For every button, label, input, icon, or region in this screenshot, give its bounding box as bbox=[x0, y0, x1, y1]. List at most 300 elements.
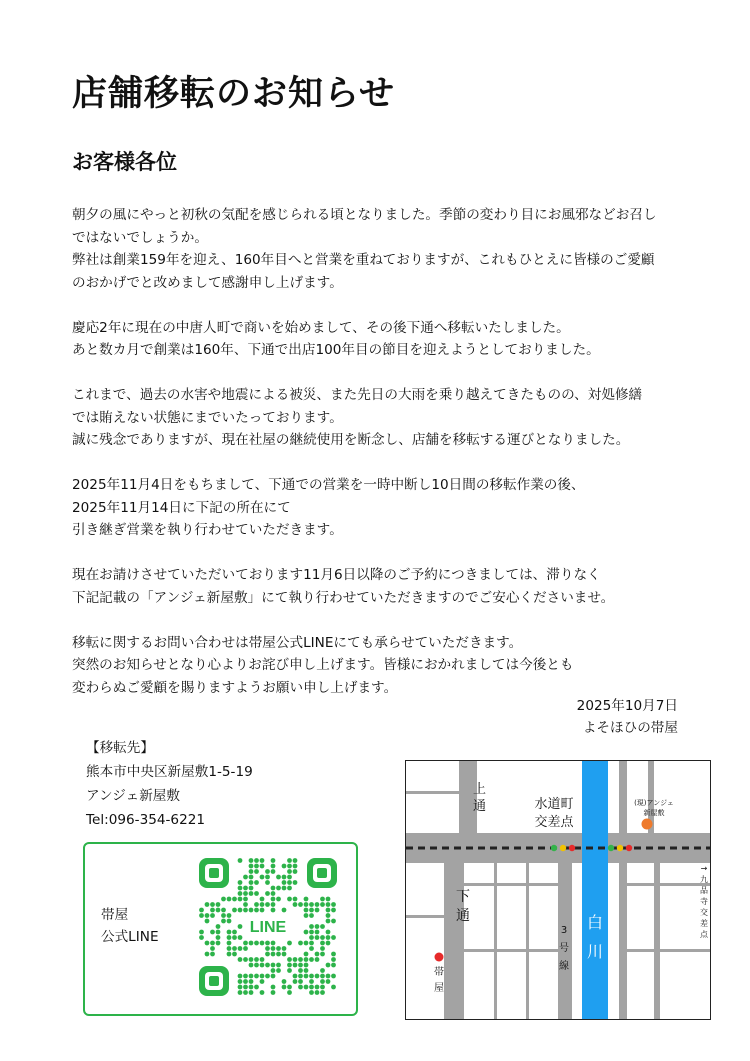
qr-dot bbox=[326, 908, 331, 913]
label-kuhonji bbox=[700, 864, 709, 939]
qr-dot bbox=[326, 935, 331, 940]
traffic-light-2 bbox=[608, 845, 632, 851]
qr-dot bbox=[282, 985, 287, 990]
qr-dot bbox=[304, 913, 309, 918]
qr-dot bbox=[271, 990, 276, 995]
qr-dot bbox=[254, 974, 259, 979]
qr-dot bbox=[304, 897, 309, 902]
qr-dot bbox=[249, 858, 254, 863]
paragraph-1 bbox=[72, 204, 692, 294]
qr-dot bbox=[227, 935, 232, 940]
label-angie-1: (現)アンジェ bbox=[634, 799, 674, 807]
qr-dot bbox=[276, 875, 281, 880]
traffic-light-1 bbox=[551, 845, 575, 851]
sender-name: よそほひの帯屋 bbox=[582, 720, 678, 736]
qr-finder-bottom-left bbox=[199, 966, 229, 996]
paragraph-line: 朝夕の風にやっと初秋の気配を感じられる頃となりました。季節の変わり目にお風邪などお召し bbox=[72, 207, 657, 223]
side-road-1 bbox=[619, 761, 627, 1020]
qr-dot bbox=[243, 941, 248, 946]
qr-dot bbox=[238, 886, 243, 891]
kamitori-street bbox=[459, 761, 477, 833]
qr-dot bbox=[243, 897, 248, 902]
qr-dot bbox=[282, 952, 287, 957]
qr-dot bbox=[249, 908, 254, 913]
qr-dot bbox=[216, 941, 221, 946]
qr-dot bbox=[287, 897, 292, 902]
qr-dot bbox=[260, 897, 265, 902]
qr-dot bbox=[271, 908, 276, 913]
qr-dot bbox=[243, 875, 248, 880]
qr-dot bbox=[304, 908, 309, 913]
qr-dot bbox=[287, 968, 292, 973]
qr-dot bbox=[309, 946, 314, 951]
label-kuhonji-char: 寺 bbox=[700, 897, 708, 906]
qr-dot bbox=[293, 957, 298, 962]
qr-dot bbox=[298, 902, 303, 907]
label-kuhonji-char: → bbox=[700, 864, 708, 873]
qr-dot bbox=[249, 963, 254, 968]
qr-dot bbox=[320, 979, 325, 984]
letter-date: 2025年10月7日 bbox=[576, 698, 678, 714]
qr-dot bbox=[320, 897, 325, 902]
paragraph-line: 下記記載の「アンジェ新屋敷」にて執り行わせていただきますのでご安心くださいませ。 bbox=[72, 589, 615, 606]
qr-dot bbox=[254, 902, 259, 907]
qr-dot bbox=[293, 974, 298, 979]
qr-dot bbox=[232, 952, 237, 957]
qr-dot bbox=[205, 952, 210, 957]
qr-dot bbox=[254, 880, 259, 885]
label-shirakawa-1: 白 bbox=[586, 913, 604, 932]
qr-dot bbox=[315, 957, 320, 962]
qr-dot bbox=[304, 957, 309, 962]
line-label-2: 公式LINE bbox=[101, 929, 159, 945]
qr-dot bbox=[298, 974, 303, 979]
qr-dot bbox=[238, 858, 243, 863]
qr-dot bbox=[265, 902, 270, 907]
signature-block bbox=[577, 695, 678, 739]
qr-dot bbox=[227, 930, 232, 935]
qr-dot bbox=[221, 897, 226, 902]
alley-d bbox=[494, 863, 497, 1020]
qr-finder-top-right bbox=[307, 858, 337, 888]
qr-dot bbox=[216, 908, 221, 913]
qr-dot bbox=[287, 957, 292, 962]
qr-dot bbox=[287, 985, 292, 990]
qr-dot bbox=[260, 864, 265, 869]
route3-road bbox=[558, 863, 572, 1020]
qr-dot bbox=[326, 979, 331, 984]
qr-dot bbox=[271, 963, 276, 968]
main-avenue bbox=[406, 833, 711, 863]
qr-dot bbox=[227, 919, 232, 924]
qr-dot bbox=[238, 985, 243, 990]
address-building: アンジェ新屋敷 bbox=[86, 788, 180, 804]
label-obiya-1: 帯 bbox=[434, 967, 444, 978]
qr-dot bbox=[265, 869, 270, 874]
qr-dot bbox=[309, 985, 314, 990]
paragraph-line: 2025年11月4日をもちまして、下通での営業を一時中断し10日間の移転作業の後、 bbox=[72, 477, 585, 493]
alley-a bbox=[406, 915, 444, 918]
qr-dot bbox=[232, 930, 237, 935]
qr-dot bbox=[304, 963, 309, 968]
salutation: お客様各位 bbox=[72, 150, 177, 174]
qr-dot bbox=[243, 990, 248, 995]
label-shimotori-2: 通 bbox=[456, 908, 470, 924]
qr-dot bbox=[326, 919, 331, 924]
qr-dot bbox=[309, 974, 314, 979]
qr-dot bbox=[221, 908, 226, 913]
qr-dot bbox=[216, 930, 221, 935]
qr-dot bbox=[232, 946, 237, 951]
qr-dot bbox=[254, 864, 259, 869]
qr-dot bbox=[304, 902, 309, 907]
line-qr-box bbox=[83, 842, 358, 1016]
qr-dot bbox=[293, 864, 298, 869]
qr-dot bbox=[309, 924, 314, 929]
qr-dot bbox=[315, 935, 320, 940]
qr-dot bbox=[271, 902, 276, 907]
qr-dot bbox=[238, 974, 243, 979]
qr-dot bbox=[320, 990, 325, 995]
qr-dot bbox=[249, 941, 254, 946]
qr-dot bbox=[298, 968, 303, 973]
qr-dot bbox=[309, 935, 314, 940]
qr-dot bbox=[243, 902, 248, 907]
paragraph-2 bbox=[72, 317, 692, 362]
qr-dot bbox=[304, 941, 309, 946]
qr-dot bbox=[287, 941, 292, 946]
label-shirakawa-2: 川 bbox=[586, 942, 604, 961]
qr-dot bbox=[298, 941, 303, 946]
qr-dot bbox=[210, 908, 215, 913]
qr-dot bbox=[271, 897, 276, 902]
qr-dot bbox=[282, 908, 287, 913]
qr-dot bbox=[287, 864, 292, 869]
qr-dot bbox=[315, 902, 320, 907]
alley-e bbox=[526, 863, 529, 1020]
qr-dot bbox=[210, 930, 215, 935]
label-suidocho-1: 水道町 bbox=[534, 797, 574, 812]
qr-dot bbox=[320, 924, 325, 929]
qr-dot bbox=[293, 897, 298, 902]
qr-dot bbox=[249, 864, 254, 869]
qr-dot bbox=[238, 935, 243, 940]
qr-dot bbox=[287, 869, 292, 874]
qr-finder-top-left bbox=[199, 858, 229, 888]
qr-dot bbox=[293, 902, 298, 907]
qr-dot bbox=[243, 957, 248, 962]
qr-dot bbox=[243, 974, 248, 979]
qr-dot bbox=[221, 913, 226, 918]
qr-dot bbox=[199, 935, 204, 940]
qr-dot bbox=[309, 913, 314, 918]
label-kamitori-1: 上 bbox=[473, 782, 487, 797]
qr-dot bbox=[265, 952, 270, 957]
qr-dot bbox=[271, 886, 276, 891]
qr-dot bbox=[205, 902, 210, 907]
side-road-3 bbox=[654, 863, 660, 1020]
qr-dot bbox=[331, 974, 336, 979]
qr-dot bbox=[249, 985, 254, 990]
qr-dot bbox=[293, 869, 298, 874]
qr-dot bbox=[320, 985, 325, 990]
qr-dot bbox=[210, 946, 215, 951]
qr-dot bbox=[276, 963, 281, 968]
line-qr-code[interactable] bbox=[193, 852, 343, 1002]
qr-dot bbox=[326, 897, 331, 902]
qr-dot bbox=[331, 902, 336, 907]
qr-dot bbox=[276, 946, 281, 951]
qr-dot bbox=[282, 880, 287, 885]
qr-dot bbox=[298, 963, 303, 968]
qr-dot bbox=[216, 935, 221, 940]
qr-dot bbox=[254, 985, 259, 990]
qr-dot bbox=[320, 946, 325, 951]
qr-dot bbox=[326, 902, 331, 907]
qr-dot bbox=[249, 979, 254, 984]
qr-dot bbox=[331, 908, 336, 913]
qr-dot bbox=[227, 946, 232, 951]
qr-dot bbox=[276, 952, 281, 957]
qr-dot bbox=[260, 875, 265, 880]
qr-dot bbox=[238, 897, 243, 902]
qr-dot bbox=[320, 902, 325, 907]
qr-dot bbox=[243, 946, 248, 951]
qr-dot bbox=[331, 963, 336, 968]
qr-dot bbox=[254, 963, 259, 968]
alley-g bbox=[627, 949, 711, 952]
new-location-block bbox=[86, 736, 253, 832]
qr-dot bbox=[320, 952, 325, 957]
qr-dot bbox=[298, 979, 303, 984]
qr-dot bbox=[238, 946, 243, 951]
qr-dot bbox=[210, 913, 215, 918]
qr-dot bbox=[287, 858, 292, 863]
label-angie-2: 新屋敷 bbox=[643, 809, 665, 817]
qr-dot bbox=[298, 985, 303, 990]
qr-dot bbox=[326, 963, 331, 968]
qr-dot bbox=[315, 985, 320, 990]
qr-dot bbox=[326, 974, 331, 979]
qr-dot bbox=[320, 968, 325, 973]
qr-dot bbox=[265, 880, 270, 885]
qr-dot bbox=[309, 930, 314, 935]
qr-dot bbox=[227, 897, 232, 902]
qr-dot bbox=[260, 908, 265, 913]
qr-dot bbox=[210, 941, 215, 946]
obiya-shop-marker-icon bbox=[435, 953, 444, 962]
label-obiya-2: 屋 bbox=[434, 983, 444, 994]
paragraph-line: 変わらぬご愛顧を賜りますようお願い申し上げます。 bbox=[72, 679, 398, 696]
address-heading: 【移転先】 bbox=[86, 740, 154, 756]
qr-dot bbox=[254, 858, 259, 863]
qr-dot bbox=[210, 952, 215, 957]
label-route3-2: 号 bbox=[559, 943, 569, 954]
qr-dot bbox=[249, 886, 254, 891]
qr-dot bbox=[260, 974, 265, 979]
paragraph-line: 弊社は創業159年を迎え、160年目へと営業を重ねておりますが、これもひとえに皆様のご愛顧 bbox=[72, 252, 655, 268]
paragraph-3 bbox=[72, 384, 692, 452]
qr-dot bbox=[254, 941, 259, 946]
qr-dot bbox=[249, 974, 254, 979]
qr-dot bbox=[238, 957, 243, 962]
qr-dot bbox=[271, 974, 276, 979]
map bbox=[405, 760, 711, 1020]
qr-dot bbox=[260, 858, 265, 863]
alley-f bbox=[627, 883, 711, 886]
qr-dot bbox=[243, 979, 248, 984]
paragraph-6 bbox=[72, 632, 692, 700]
paragraph-line: これまで、過去の水害や地震による被災、また先日の大雨を乗り越えてきたものの、対処修繕 bbox=[72, 387, 643, 403]
qr-dot bbox=[232, 897, 237, 902]
qr-dot bbox=[320, 974, 325, 979]
qr-dot bbox=[304, 985, 309, 990]
qr-dot bbox=[326, 930, 331, 935]
qr-dot bbox=[320, 941, 325, 946]
qr-dot bbox=[271, 869, 276, 874]
label-kuhonji-char: 差 bbox=[700, 919, 708, 928]
qr-dot bbox=[293, 963, 298, 968]
qr-dot bbox=[249, 891, 254, 896]
qr-dot bbox=[265, 974, 270, 979]
qr-dot bbox=[326, 913, 331, 918]
qr-dot bbox=[276, 897, 281, 902]
qr-dot bbox=[260, 963, 265, 968]
qr-dot bbox=[243, 985, 248, 990]
qr-dot bbox=[249, 869, 254, 874]
qr-dot bbox=[271, 941, 276, 946]
qr-dot bbox=[271, 952, 276, 957]
qr-dot bbox=[232, 908, 237, 913]
label-kuhonji-char: 点 bbox=[700, 930, 708, 939]
qr-dot bbox=[210, 902, 215, 907]
qr-dot bbox=[331, 985, 336, 990]
qr-dot bbox=[298, 957, 303, 962]
qr-dot bbox=[249, 875, 254, 880]
qr-dot bbox=[287, 886, 292, 891]
qr-dot bbox=[249, 990, 254, 995]
qr-dot bbox=[216, 924, 221, 929]
qr-dot bbox=[265, 875, 270, 880]
shirakawa-river bbox=[582, 761, 608, 1020]
label-suidocho-2: 交差点 bbox=[534, 815, 574, 830]
qr-dot bbox=[227, 941, 232, 946]
qr-dot bbox=[243, 908, 248, 913]
qr-dot bbox=[293, 979, 298, 984]
label-kuhonji-char: 交 bbox=[700, 908, 708, 917]
qr-dot bbox=[238, 891, 243, 896]
paragraph-line: 慶応2年に現在の中唐人町で商いを始めまして、その後下通へ移転いたしました。 bbox=[72, 319, 570, 336]
qr-dot bbox=[260, 941, 265, 946]
qr-dot bbox=[243, 891, 248, 896]
qr-dot bbox=[221, 919, 226, 924]
paragraph-line: 引き継ぎ営業を執り行わせていただきます。 bbox=[72, 522, 343, 538]
alley-b bbox=[464, 883, 558, 886]
qr-dot bbox=[331, 935, 336, 940]
qr-dot bbox=[309, 957, 314, 962]
qr-dot bbox=[282, 864, 287, 869]
qr-dot bbox=[304, 952, 309, 957]
label-kuhonji-char: 品 bbox=[700, 886, 708, 895]
qr-dot bbox=[309, 941, 314, 946]
qr-dot bbox=[315, 930, 320, 935]
paragraph-line: では賄えない状態にまでいたっております。 bbox=[72, 409, 343, 426]
paragraph-line: 誠に残念でありますが、現在社屋の継続使用を断念し、店舗を移転する運びとなりました。 bbox=[72, 432, 630, 448]
qr-dot bbox=[271, 858, 276, 863]
qr-dot bbox=[271, 864, 276, 869]
qr-dot bbox=[320, 935, 325, 940]
qr-dot bbox=[216, 902, 221, 907]
shimotori-street bbox=[444, 863, 464, 1020]
qr-dot bbox=[309, 902, 314, 907]
qr-dot bbox=[238, 979, 243, 984]
letter-body bbox=[72, 204, 692, 722]
qr-dot bbox=[205, 941, 210, 946]
qr-dot bbox=[254, 957, 259, 962]
qr-dot bbox=[260, 957, 265, 962]
qr-dot bbox=[315, 924, 320, 929]
qr-dot bbox=[331, 919, 336, 924]
paragraph-line: のおかげでと改めまして感謝申し上げます。 bbox=[72, 274, 343, 291]
label-shimotori-1: 下 bbox=[456, 889, 470, 905]
label-route3-1: 3 bbox=[560, 925, 568, 936]
qr-dot bbox=[249, 957, 254, 962]
qr-dot bbox=[254, 908, 259, 913]
qr-dot bbox=[282, 946, 287, 951]
label-route3-3: 線 bbox=[559, 961, 569, 972]
qr-dot bbox=[276, 968, 281, 973]
label-kuhonji-char: 九 bbox=[700, 875, 708, 884]
qr-dot bbox=[260, 990, 265, 995]
qr-dot bbox=[287, 880, 292, 885]
qr-dot bbox=[265, 946, 270, 951]
angie-marker-icon bbox=[642, 819, 653, 830]
paragraph-line: 現在お請けさせていただいております11月6日以降のご予約につきましては、滞りなく bbox=[72, 567, 601, 583]
line-label bbox=[101, 904, 159, 948]
qr-dot bbox=[232, 935, 237, 940]
qr-dot bbox=[199, 908, 204, 913]
qr-dot bbox=[227, 913, 232, 918]
paragraph-4 bbox=[72, 474, 692, 542]
qr-dot bbox=[271, 891, 276, 896]
qr-dot bbox=[227, 952, 232, 957]
qr-dot bbox=[282, 979, 287, 984]
qr-dot bbox=[260, 979, 265, 984]
qr-dot bbox=[199, 930, 204, 935]
qr-dot bbox=[309, 979, 314, 984]
paragraph-line: 移転に関するお問い合わせは帯屋公式LINEにても承らせていただきます。 bbox=[72, 634, 523, 651]
qr-dot bbox=[304, 930, 309, 935]
paragraph-5 bbox=[72, 564, 692, 609]
qr-dot bbox=[205, 919, 210, 924]
paragraph-line: あと数カ月で創業は160年、下通で出店100年目の節目を迎えようとしておりました。 bbox=[72, 342, 600, 358]
qr-dot bbox=[254, 869, 259, 874]
qr-dot bbox=[287, 990, 292, 995]
qr-dot bbox=[271, 946, 276, 951]
qr-dot bbox=[199, 913, 204, 918]
address-street: 熊本市中央区新屋敷1-5-19 bbox=[86, 764, 253, 780]
qr-dot bbox=[287, 963, 292, 968]
qr-dot bbox=[331, 952, 336, 957]
qr-dot bbox=[238, 924, 243, 929]
qr-dot bbox=[309, 990, 314, 995]
page-title: 店舗移転のお知らせ bbox=[72, 74, 395, 114]
qr-dot bbox=[271, 985, 276, 990]
paragraph-line: ではないでしょうか。 bbox=[72, 229, 208, 246]
qr-dot bbox=[315, 952, 320, 957]
qr-dot bbox=[271, 968, 276, 973]
address-tel: Tel:096-354-6221 bbox=[86, 812, 206, 828]
